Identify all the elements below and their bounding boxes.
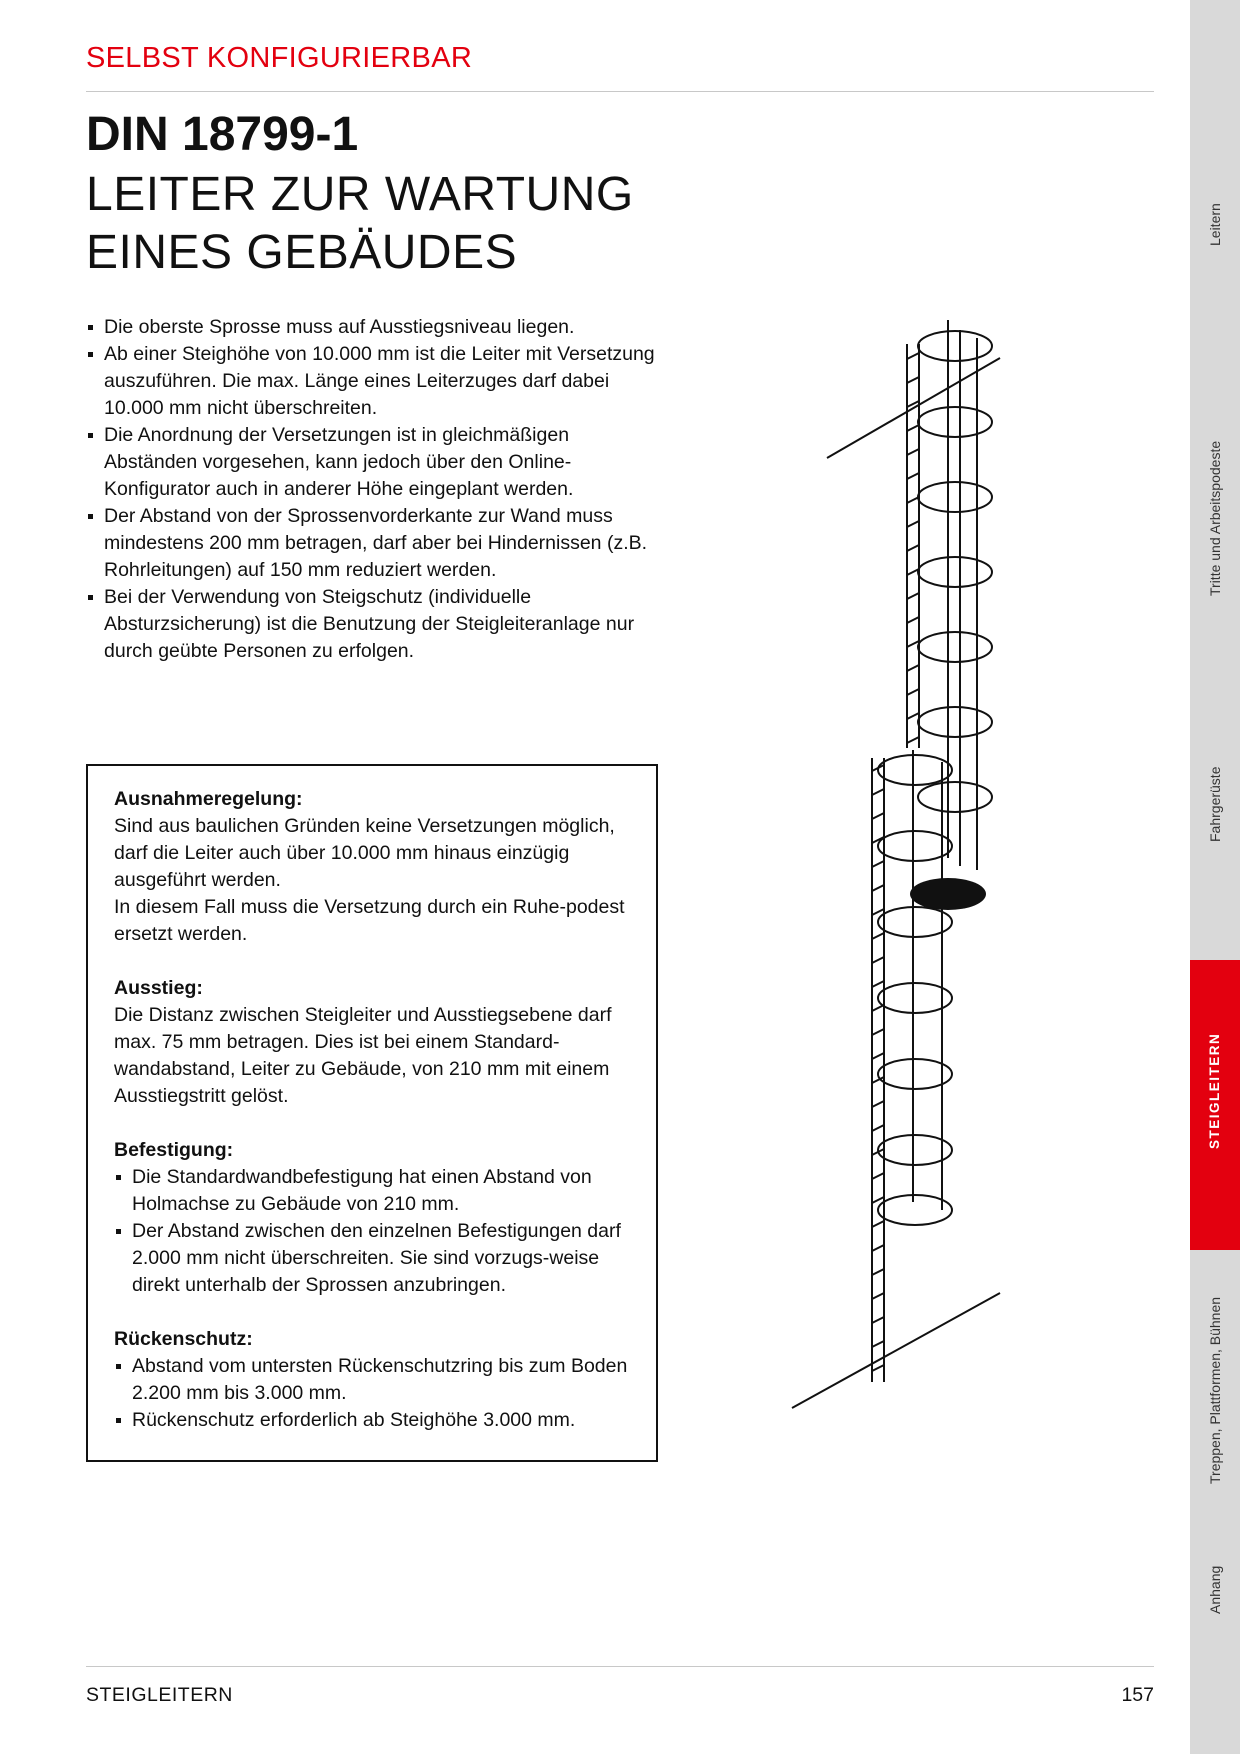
top-divider [86,91,1154,92]
ladder-rung [872,1293,884,1299]
list-item: Der Abstand von der Sprossenvorderkante zur Wand muss mindestens 200 mm betragen, darf aber bei Hindernissen (z.B. Rohrleitungen) auf 150 mm reduziert werden. [86,503,666,584]
ladder-rung [907,353,919,359]
ladder-rung [872,1125,884,1131]
rueckenschutz-heading: Rückenschutz: [114,1328,253,1350]
lower-cage-hoop [878,831,952,861]
ladder-rung [907,665,919,671]
ladder-rung [872,1269,884,1275]
rest-platform [910,878,986,910]
list-item: Der Abstand zwischen den einzelnen Befestigungen darf 2.000 mm nicht überschreiten. Sie sind vorzugs-weise direkt unterhalb der Sprossen anzubringen. [114,1218,632,1299]
upper-cage-hoop [918,407,992,437]
ausnahme-section [114,786,632,948]
ladder-rung [907,497,919,503]
list-item: Die Anordnung der Versetzungen ist in gleichmäßigen Abständen vorgesehen, kann jedoch über den Online-Konfigurator auch in anderer Höhe eingeplant werden. [86,422,666,503]
ladder-rung [907,689,919,695]
list-item: Bei der Verwendung von Steigschutz (individuelle Absturzsicherung) ist die Benutzung der Steigleiteranlage nur durch geübte Personen zu erfolgen. [86,584,666,665]
ladder-rung [872,1053,884,1059]
lower-cage-hoop [878,983,952,1013]
befestigung-list [114,1164,632,1299]
bottom-divider [86,1666,1154,1667]
ladder-rung [872,933,884,939]
ausstieg-heading: Ausstieg: [114,977,203,999]
ladder-rung [872,1341,884,1347]
tab-label: Tritte und Arbeitspodeste [1207,440,1223,596]
page-title [86,104,726,282]
upper-cage-hoop [918,632,992,662]
tab-leitern[interactable] [1190,170,1240,280]
info-box [86,764,658,1462]
ladder-rung [907,521,919,527]
befestigung-heading: Befestigung: [114,1139,234,1161]
ladder-rung [907,449,919,455]
lower-cage-hoop [878,1059,952,1089]
ladder-rung [907,473,919,479]
befestigung-section [114,1137,632,1299]
tab-fahrgerueste[interactable] [1190,760,1240,870]
title-line-1: LEITER ZUR WARTUNG [86,168,634,221]
ladder-rung [872,1317,884,1323]
upper-cage-hoop [918,782,992,812]
ladder-rung [872,1245,884,1251]
rueckenschutz-section [114,1326,632,1434]
tab-anhang[interactable] [1190,1560,1240,1630]
ladder-illustration [770,310,1010,1420]
ladder-rung [872,813,884,819]
ladder-rung [907,713,919,719]
intro-bullet-list [86,314,666,665]
tab-treppen-plattformen-buehnen[interactable] [1190,1280,1240,1500]
ausstieg-section [114,975,632,1110]
ausnahme-text: Sind aus baulichen Gründen keine Versetzungen möglich, darf die Leiter auch über 10.000 mm hinaus einzügig ausgeführt werden. [114,815,615,891]
exit-level-line [827,358,1000,458]
ausnahme-text-2: In diesem Fall muss die Versetzung durch ein Ruhe-podest ersetzt werden. [114,896,625,945]
ladder-rung [872,1221,884,1227]
list-item: Abstand vom untersten Rückenschutzring bis zum Boden 2.200 mm bis 3.000 mm. [114,1353,632,1407]
upper-cage-hoop [918,707,992,737]
list-item: Ab einer Steighöhe von 10.000 mm ist die Leiter mit Versetzung auszuführen. Die max. Länge eines Leiterzuges darf dabei 10.000 mm nicht überschreiten. [86,341,666,422]
ladder-rung [907,377,919,383]
page-number: 157 [1121,1684,1154,1706]
list-item: Die oberste Sprosse muss auf Ausstiegsniveau liegen. [86,314,666,341]
title-line-2: EINES GEBÄUDES [86,226,518,279]
tab-steigleitern[interactable] [1190,960,1240,1250]
ladder-rung [872,1029,884,1035]
ladder-rung [907,425,919,431]
ladder-rung [872,861,884,867]
rueckenschutz-list [114,1353,632,1434]
tab-label: STEIGLEITERN [1207,1032,1222,1149]
upper-cage-hoop [918,557,992,587]
ladder-rung [872,1365,884,1371]
footer-section-name: STEIGLEITERN [86,1684,233,1706]
ground-line [792,1293,1000,1408]
ladder-rung [907,593,919,599]
upper-cage-hoop [918,482,992,512]
tab-label: Fahrgerüste [1207,766,1223,842]
ladder-rung [907,545,919,551]
ladder-rung [907,617,919,623]
ausnahme-heading: Ausnahmeregelung: [114,788,303,810]
ladder-rung [872,981,884,987]
upper-cage-hoop [918,331,992,361]
ladder-rung [872,789,884,795]
tab-label: Treppen, Plattformen, Bühnen [1207,1296,1223,1484]
lower-cage-hoop [878,1195,952,1225]
ladder-rung [872,1173,884,1179]
tab-label: Anhang [1207,1565,1223,1614]
ladder-rung [872,885,884,891]
lower-cage-hoop [878,907,952,937]
tab-tritte-und-arbeitspodeste[interactable] [1190,420,1240,620]
ladder-rung [907,737,919,743]
list-item: Die Standardwandbefestigung hat einen Abstand von Holmachse zu Gebäude von 210 mm. [114,1164,632,1218]
lower-cage-hoop [878,1135,952,1165]
chapter-sidebar [1190,0,1240,1754]
lower-cage-hoop [878,755,952,785]
section-kicker: SELBST KONFIGURIERBAR [86,42,473,74]
norm-number: DIN 18799-1 [86,108,359,161]
ausstieg-text: Die Distanz zwischen Steigleiter und Ausstiegsebene darf max. 75 mm betragen. Dies ist bei einem Standard-wandabstand, Leiter zu Gebäude, von 210 mm mit einem Ausstiegstritt gelöst. [114,1004,612,1107]
ladder-rung [872,957,884,963]
ladder-rung [872,1101,884,1107]
ladder-rungs [872,353,919,1371]
tab-label: Leitern [1207,203,1223,246]
list-item: Rückenschutz erforderlich ab Steighöhe 3.000 mm. [114,1407,632,1434]
ladder-rung [872,1005,884,1011]
